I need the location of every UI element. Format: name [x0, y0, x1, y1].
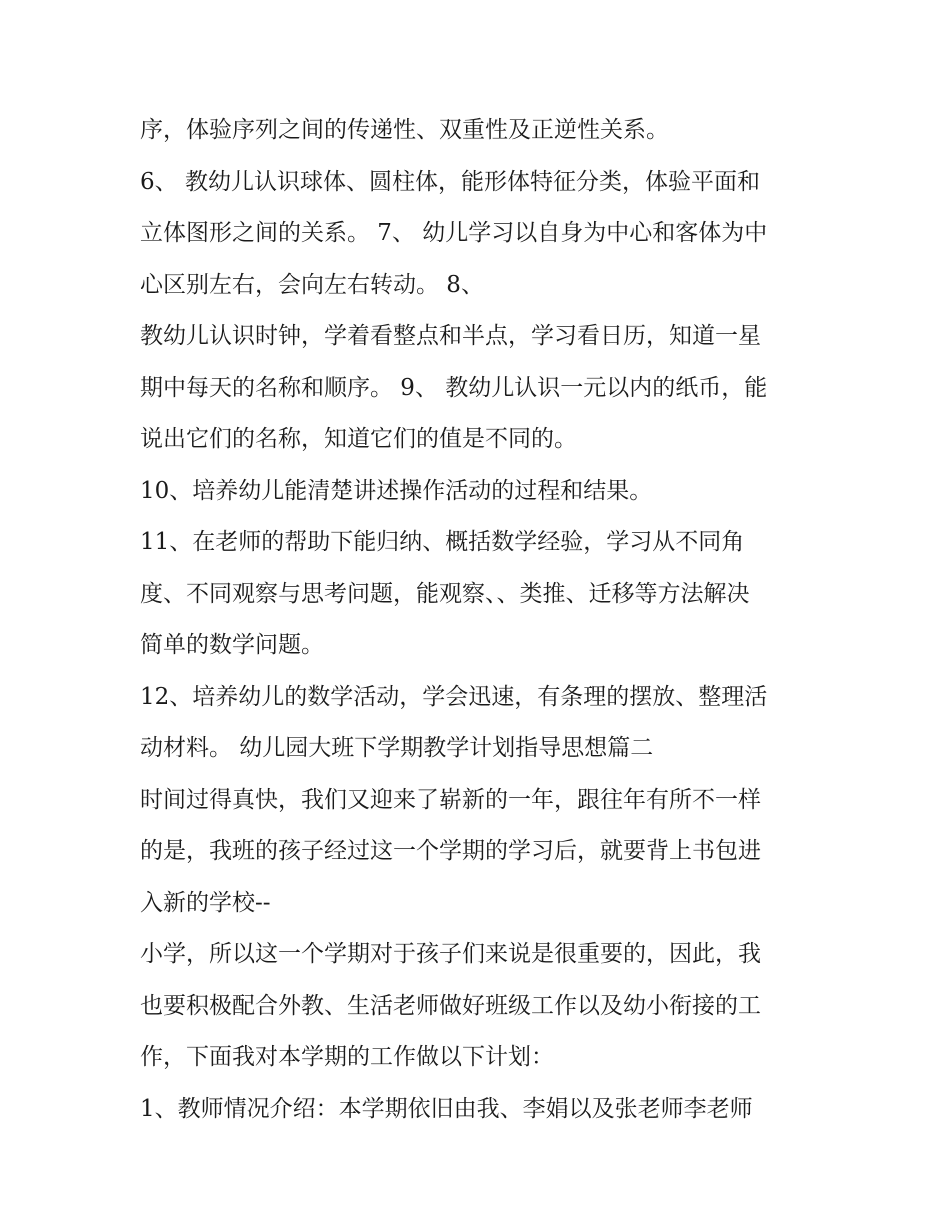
text-line: 作，下面我对本学期的工作做以下计划： — [140, 1044, 554, 1070]
text-line: 11、在老师的帮助下能归纳、概括数学经验，学习从不同角 — [140, 529, 745, 555]
text-line: 12、培养幼儿的数学活动，学会迅速，有条理的摆放、整理活 — [140, 683, 768, 710]
text-line: 立体图形之间的关系。 7、 幼儿学习以自身为中心和客体为中 — [140, 220, 768, 246]
text-line: 心区别左右，会向左右转动。 8、 — [140, 271, 484, 298]
text-line: 入新的学校-- — [140, 889, 271, 916]
text-line: 度、不同观察与思考问题，能观察、、类推、迁移等方法解决 — [140, 580, 750, 607]
document-body — [140, 105, 830, 1135]
text-line: 时间过得真快，我们又迎来了崭新的一年，跟往年有所不一样 — [140, 786, 761, 813]
text-line: 1、教师情况介绍：本学期依旧由我、李娟以及张老师李老师 — [140, 1095, 753, 1122]
text-line: 6、 教幼儿认识球体、圆柱体，能形体特征分类，体验平面和 — [140, 168, 760, 195]
text-line: 说出它们的名称，知道它们的值是不同的。 — [140, 426, 577, 452]
text-line: 序，体验序列之间的传递性、双重性及正逆性关系。 — [140, 117, 669, 143]
text-line: 也要积极配合外教、生活老师做好班级工作以及幼小衔接的工 — [140, 992, 761, 1019]
text-line: 10、培养幼儿能清楚讲述操作活动的过程和结果。 — [140, 477, 653, 504]
text-line: 期中每天的名称和顺序。 9、 教幼儿认识一元以内的纸币，能 — [140, 374, 768, 401]
text-line: 动材料。 幼儿园大班下学期教学计划指导思想篇二 — [140, 735, 654, 761]
text-line: 教幼儿认识时钟，学着看整点和半点，学习看日历，知道一星 — [140, 323, 761, 349]
text-line: 的是，我班的孩子经过这一个学期的学习后，就要背上书包进 — [140, 838, 761, 864]
text-line: 简单的数学问题。 — [140, 632, 324, 658]
text-line: 小学，所以这一个学期对于孩子们来说是很重要的，因此，我 — [140, 941, 761, 967]
